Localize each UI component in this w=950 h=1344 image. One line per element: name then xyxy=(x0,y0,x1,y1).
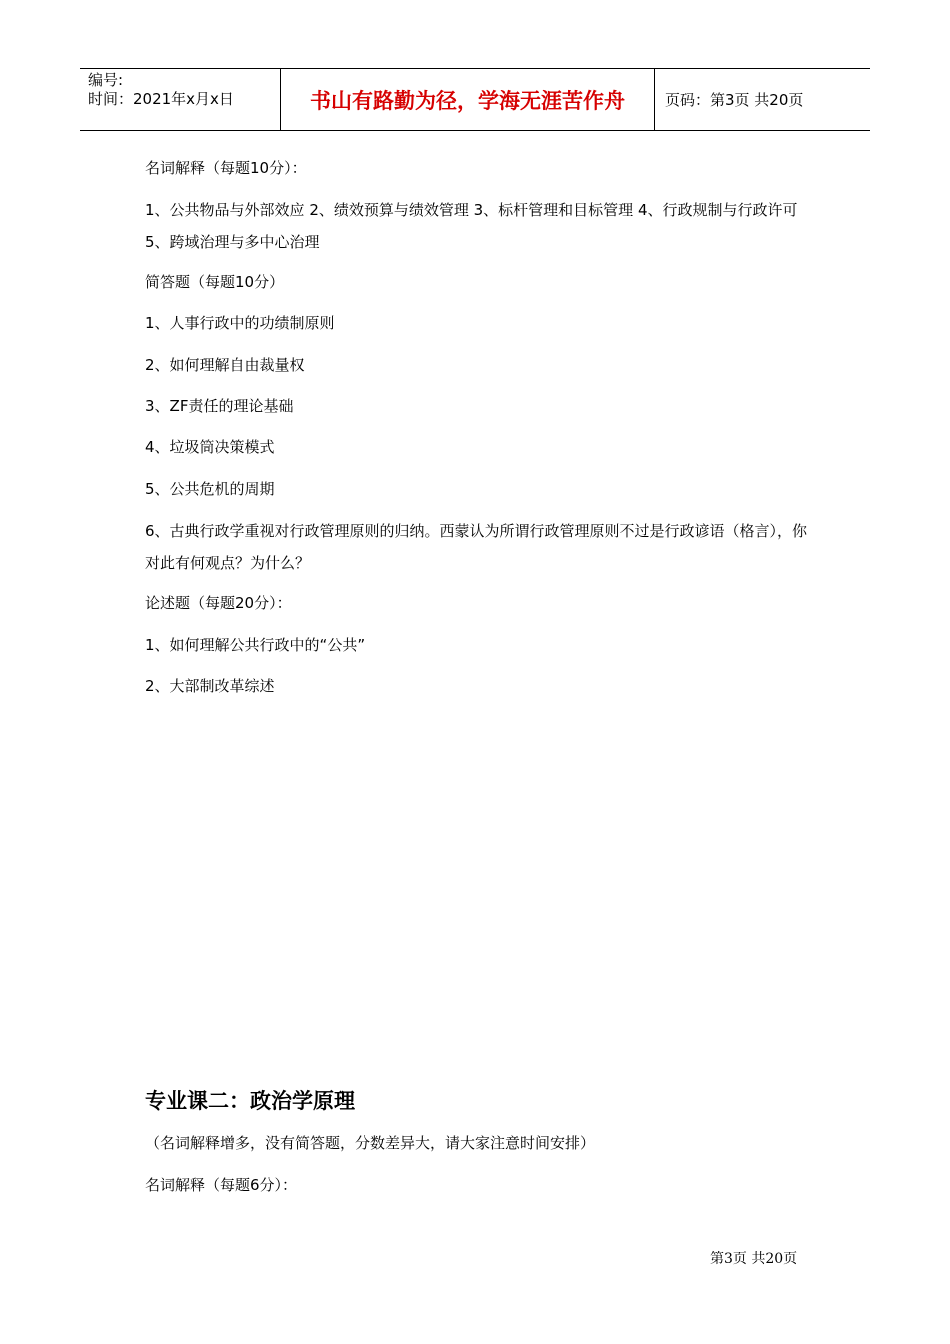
short-answer-title: 简答题（每题10分） xyxy=(145,273,285,291)
short-item-6: 6、古典行政学重视对行政管理原则的归纳。西蒙认为所谓行政管理原则不过是行政谚语（格言），你对此有何观点？为什么？ xyxy=(145,522,808,572)
short-item-5: 5、公共危机的周期 xyxy=(145,480,275,498)
short-item-4: 4、垃圾筒决策模式 xyxy=(145,438,275,456)
terms-title: 名词解释（每题10分）： xyxy=(145,159,307,177)
terms-text: 1、公共物品与外部效应 2、绩效预算与绩效管理 3、标杆管理和目标管理 4、行政规制与行政许可 5、跨域治理与多中心治理 xyxy=(145,201,798,251)
section-note: （名词解释增多，没有简答题，分数差异大，请大家注意时间安排） xyxy=(145,1134,596,1152)
header-motto: 书山有路勤为径，学海无涯苦作舟 xyxy=(281,69,655,130)
essay-item-2: 2、大部制改革综述 xyxy=(145,677,275,695)
header-meta xyxy=(80,69,281,130)
section-title: 专业课二：政治学原理 xyxy=(145,1089,355,1113)
essay-item-1: 1、如何理解公共行政中的“公共” xyxy=(145,636,366,654)
serial-label: 编号: xyxy=(88,71,124,89)
short-item-1: 1、人事行政中的功绩制原则 xyxy=(145,314,335,332)
date-label: 时间：2021年x月x日 xyxy=(88,90,234,108)
page-header xyxy=(80,68,870,131)
short-item-2: 2、如何理解自由裁量权 xyxy=(145,356,305,374)
essay-title: 论述题（每题20分）： xyxy=(145,594,292,612)
header-page-label: 页码：第3页 共20页 xyxy=(665,91,804,109)
short-item-3: 3、ZF责任的理论基础 xyxy=(145,397,294,415)
section2-terms-title: 名词解释（每题6分）： xyxy=(145,1176,298,1194)
footer-page-number: 第3页 共20页 xyxy=(710,1251,798,1267)
